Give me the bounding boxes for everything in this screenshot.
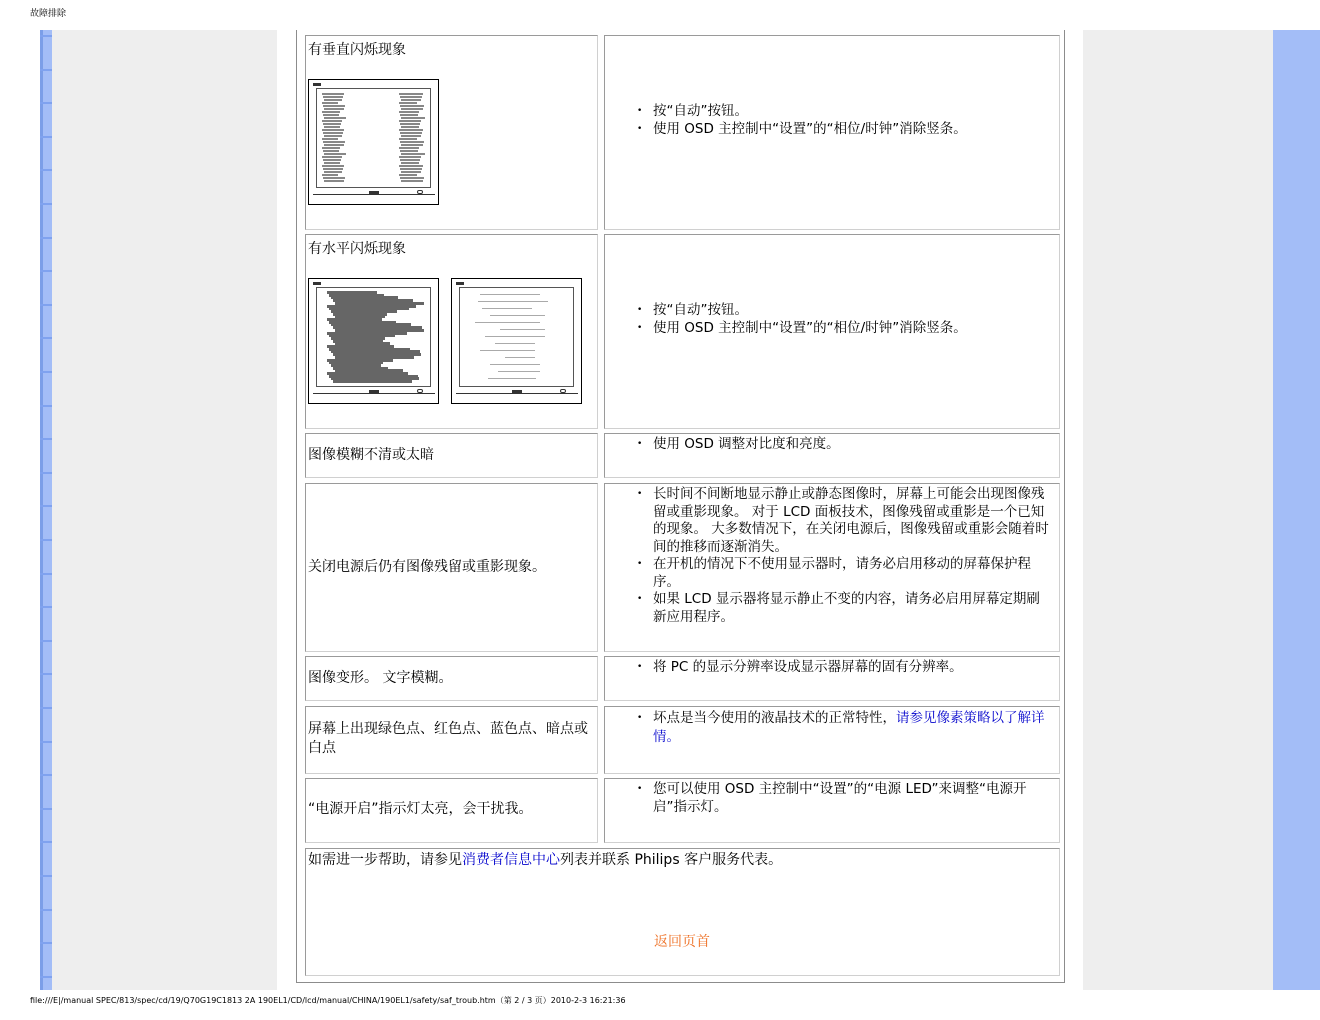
screen-line: [400, 159, 420, 161]
screen-line: [400, 96, 422, 98]
screen-line: [400, 141, 424, 143]
solution-text: 坏点是当今使用的液晶技术的正常特性，: [653, 710, 896, 726]
screen-line: [323, 141, 345, 143]
screen-line: [322, 93, 344, 95]
solution-list: [605, 436, 1053, 454]
solution-cell-distortion: [604, 656, 1060, 701]
screen-line: [400, 150, 418, 152]
screen-line: [485, 336, 545, 337]
screen-line: [323, 123, 341, 125]
screen-line: [401, 180, 423, 182]
screen-line: [400, 114, 418, 116]
screen-line: [322, 102, 338, 104]
consumer-info-center-link[interactable]: 消费者信息中心: [462, 852, 560, 868]
list-item: • 按“自动”按钮。: [653, 103, 1053, 121]
screen-line: [482, 308, 532, 309]
solution-cell-horizontal-flicker: [604, 234, 1060, 429]
screen-line: [399, 111, 419, 113]
list-item: • 长时间不间断地显示静止或静态图像时，屏幕上可能会出现图像残留或重影现象。 对于 LCD 面板技术，图像残留或重影是一个已知的现象。 大多数情况下，在关闭电源后，图像残留或重影会随着时间的推移而逐渐消失。: [653, 486, 1053, 556]
screen-line: [322, 147, 340, 149]
screen-line: [478, 301, 548, 302]
screen-line: [322, 165, 344, 167]
screen-line: [400, 105, 424, 107]
horizontal-flicker-illustration-1: [308, 278, 439, 404]
horizontal-flicker-illustration-2: [451, 278, 582, 404]
footer-path: file:///E|/manual SPEC/813/spec/cd/19/Q70G19C1813 2A 190EL1/CD/lcd/manual/CHINA/190EL1/safety/saf_troub.htm（第 2 / 3 页）2010-2-3 16:21:36: [30, 996, 626, 1005]
problem-label: 图像模糊不清或太暗: [308, 447, 434, 463]
back-to-top-link[interactable]: 返回页首: [654, 934, 710, 950]
solution-cell-dead-pixels: [604, 706, 1060, 774]
screen-line: [324, 135, 342, 137]
screen-line: [323, 150, 339, 152]
screen-line: [400, 123, 420, 125]
screen-line: [322, 120, 342, 122]
troubleshooting-table: [296, 30, 1065, 983]
list-item: • 使用 OSD 主控制中“设置”的“相位/时钟”消除竖条。: [653, 121, 1053, 139]
screen-line: [490, 315, 545, 316]
screen-line: [399, 129, 423, 131]
list-item: • 将 PC 的显示分辨率设成显示器屏幕的固有分辨率。: [653, 659, 1053, 677]
screen-line: [401, 126, 419, 128]
screen-line: [401, 144, 423, 146]
screen-line: [401, 108, 423, 110]
screen-line: [399, 138, 417, 140]
right-stripe: [1273, 30, 1320, 990]
screen-line: [324, 126, 340, 128]
screen-line: [498, 371, 540, 372]
screen-line: [401, 153, 425, 155]
screen-line: [399, 156, 421, 158]
screen-line: [401, 135, 421, 137]
screen-line: [322, 174, 338, 176]
problem-label: 图像变形。 文字模糊。: [308, 670, 453, 686]
page-title: 故障排除: [30, 9, 67, 19]
screen-line: [401, 162, 419, 164]
screen-line: [323, 105, 345, 107]
problem-label: 有垂直闪烁现象: [308, 42, 406, 58]
problem-label: “电源开启”指示灯太亮，会干扰我。: [308, 801, 533, 817]
problem-label: 关闭电源后仍有图像残留或重影现象。: [308, 559, 546, 575]
right-margin-panel: [1083, 30, 1273, 990]
problem-cell-vertical-flicker: [305, 35, 598, 230]
list-item: • 使用 OSD 调整对比度和亮度。: [653, 436, 1053, 454]
screen-line: [488, 378, 536, 379]
screen-line: [399, 102, 417, 104]
screen-line: [399, 93, 423, 95]
screen-line: [324, 171, 342, 173]
screen-line: [333, 380, 412, 383]
screen-line: [323, 177, 345, 179]
solution-cell-blurry: [604, 433, 1060, 478]
problem-label: 屏幕上出现绿色点、红色点、蓝色点、暗点或白点: [308, 721, 588, 756]
problem-cell-power-led: [305, 778, 598, 843]
screen-line: [322, 111, 340, 113]
help-text: [308, 851, 782, 869]
screen-line: [324, 162, 340, 164]
screen-line: [505, 357, 535, 358]
screen-line: [400, 177, 424, 179]
screen-line: [490, 364, 540, 365]
screen-line: [399, 120, 421, 122]
help-prefix: 如需进一步帮助，请参见: [308, 852, 462, 868]
screen-line: [475, 322, 540, 323]
list-item: • 如果 LCD 显示器将显示静止不变的内容，请务必启用屏幕定期刷新应用程序。: [653, 591, 1053, 626]
solution-list: [605, 659, 1053, 677]
screen-line: [400, 132, 422, 134]
solution-list: [605, 486, 1053, 626]
screen-line: [324, 108, 344, 110]
screen-line: [323, 132, 343, 134]
screen-line: [322, 156, 342, 158]
screen-line: [324, 153, 346, 155]
screen-line: [322, 138, 338, 140]
screen-line: [400, 168, 422, 170]
screen-line: [480, 294, 540, 295]
solution-cell-image-retention: [604, 483, 1060, 652]
screen-line: [323, 168, 343, 170]
screen-line: [399, 165, 423, 167]
screen-line: [399, 147, 419, 149]
problem-cell-image-retention: [305, 483, 598, 652]
screen-line: [322, 129, 344, 131]
solution-list: [605, 103, 1053, 138]
list-item: • 您可以使用 OSD 主控制中“设置”的“电源 LED”来调整“电源开启”指示灯。: [653, 781, 1053, 816]
solution-list: [605, 302, 1053, 337]
list-item: • 使用 OSD 主控制中“设置”的“相位/时钟”消除竖条。: [653, 320, 1053, 338]
list-item: [653, 709, 1053, 747]
solution-list: [605, 709, 1053, 747]
solution-cell-vertical-flicker: [604, 35, 1060, 230]
problem-cell-horizontal-flicker: [305, 234, 598, 429]
screen-line: [323, 159, 341, 161]
screen-line: [500, 329, 545, 330]
screen-line: [323, 96, 343, 98]
problem-cell-dead-pixels: [305, 706, 598, 774]
list-item: • 按“自动”按钮。: [653, 302, 1053, 320]
screen-line: [324, 144, 344, 146]
screen-line: [401, 117, 425, 119]
screen-line: [399, 174, 417, 176]
screen-line: [324, 99, 342, 101]
problem-label: 有水平闪烁现象: [308, 241, 406, 257]
screen-line: [323, 114, 339, 116]
solution-list: [605, 781, 1053, 816]
list-item: • 在开机的情况下不使用显示器时，请务必启用移动的屏幕保护程序。: [653, 556, 1053, 591]
problem-cell-distortion: [305, 656, 598, 701]
screen-line: [324, 117, 346, 119]
screen-line: [480, 350, 535, 351]
solution-cell-power-led: [604, 778, 1060, 843]
problem-cell-blurry: [305, 433, 598, 478]
screen-line: [401, 171, 421, 173]
screen-line: [495, 343, 535, 344]
help-suffix: 列表并联系 Philips 客户服务代表。: [560, 852, 783, 868]
left-margin-panel: [52, 30, 277, 990]
pixel-policy-link[interactable]: 请参见像素策略以了解详情。: [653, 710, 1045, 745]
screen-line: [401, 99, 421, 101]
help-cell: [305, 848, 1060, 976]
vertical-flicker-illustration: [308, 79, 439, 205]
screen-line: [324, 180, 344, 182]
